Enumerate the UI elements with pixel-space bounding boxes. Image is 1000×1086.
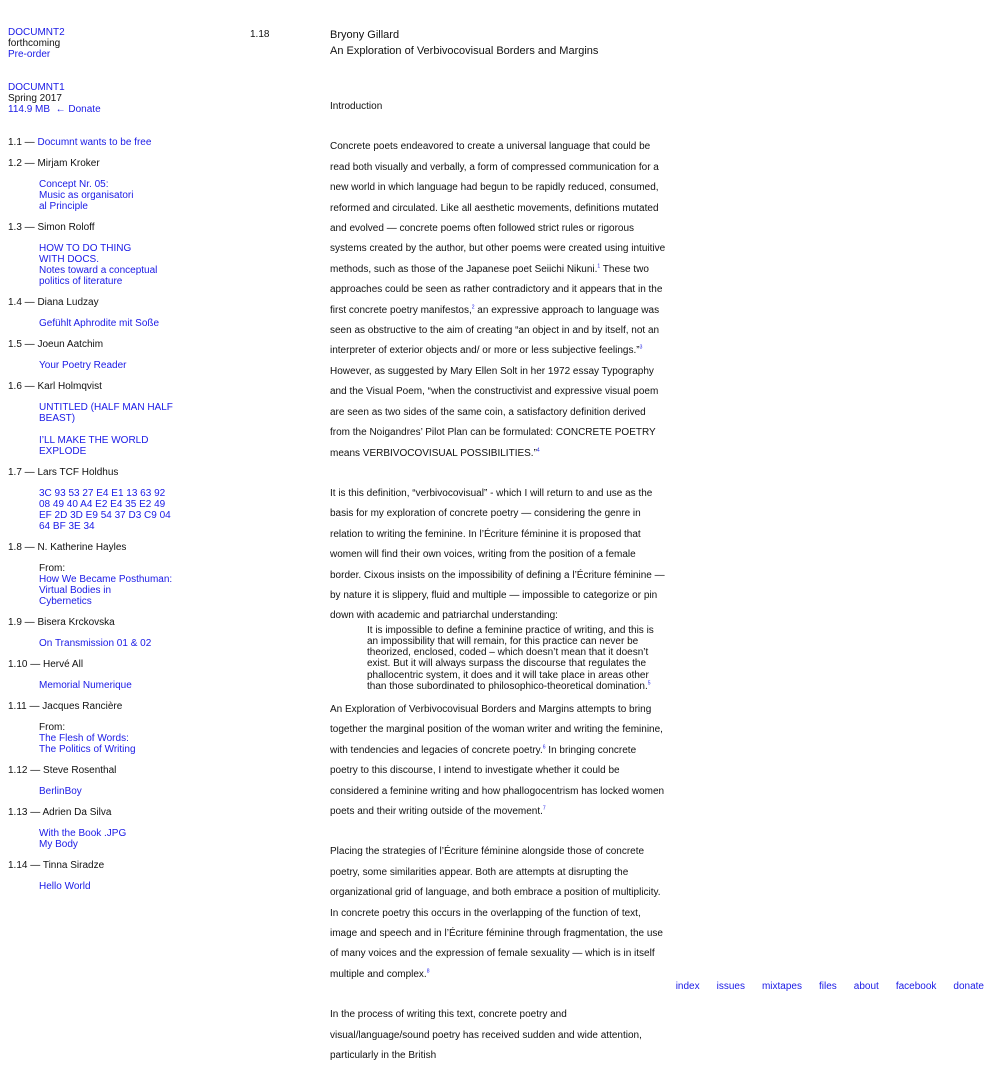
entry-work-link[interactable]: Concept Nr. 05: [39,179,109,190]
entry-works [39,828,208,850]
entry-author: 1.3 — Simon Roloff [8,222,95,233]
entry-work-link[interactable]: On Transmission 01 & 02 [39,638,152,649]
entry-work-link[interactable]: WITH DOCS. [39,254,99,265]
entry-work-link[interactable]: My Body [39,839,78,850]
paragraph: In the process of writing this text, concrete poetry and visual/language/sound poetry has received sudden and wide attention, particularly in the British [330,1009,642,1062]
contents-entry [8,339,208,371]
entry-work-link[interactable]: Hello World [39,881,91,892]
issue-status: forthcoming [8,38,61,49]
entry-works [39,243,208,287]
contents-entry [8,807,208,850]
contents-entry [8,467,208,532]
article-title: An Exploration of Verbivocovisual Borders and Margins [330,45,599,57]
entry-work-link[interactable]: BerlinBoy [39,786,82,797]
nav-link-mixtapes[interactable]: mixtapes [761,981,802,992]
entry-works [39,786,208,797]
paragraph: Concrete poets endeavored to create a universal language that could be read both visually and verbally, a form of compressed communication for a new world in which language had begun to be rapidly reduced, consumed, reformed and circulated. Like all aesthetic movements, definitions mutated and evolved — concrete poems often followed strict rules or rigorous systems created by the author, but other poems were created using intuitive methods, such as those of the Japanese poet Seiichi Nikuni.$^1$ These two approaches could be seen as rather contradictory and it appears that in the first concrete poetry manifestos,$^2$ an expressive approach to language was seen as obstructive to the aim of creating “an object in and by itself, not an interpreter of exterior objects and/ or more or less subjective feelings.”$^3$ However, as suggested by Mary Ellen Solt in her 1972 essay Typography and the Visual Poem, “when the constructivist and expressive visual poem are seen as two sides of the same coin, a satisfactory definition derived from the Noigandres’ Pilot Plan can be formulated: CONCRETE POETRY means VERBIVOCOVISUAL POSSIBILITIES.”$^4$ [330,141,666,459]
entry-link[interactable]: Documnt wants to be free [37,137,152,148]
entry-work-link[interactable]: BEAST) [39,413,76,424]
entry-work-link[interactable]: UNTITLED (HALF MAN HALF [39,402,173,413]
entry-work-link[interactable]: politics of literature [39,276,123,287]
nav-link-index[interactable]: index [675,981,700,992]
paragraph: Placing the strategies of l’Écriture féminine alongside those of concrete poetry, some similarities appear. Both are attempts at disrupting the organizational grid of language, and both embrace a position of multiplicity. In concrete poetry this occurs in the overlapping of the function of text, image and speech and in l’Écriture féminine through fragmentation, the use of many voices and the expression of female sexuality — which is in itself multiple and complex.$^8$ [330,846,663,980]
nav-link-issues[interactable]: issues [716,981,745,992]
entry-author: 1.11 — Jacques Rancière [8,701,123,712]
entry-works [39,680,208,691]
entry-work-link[interactable]: I’LL MAKE THE WORLD [39,435,149,446]
entry-work-link[interactable]: Virtual Bodies in [39,585,112,596]
issue-documnt2 [8,27,208,60]
entry-author: 1.14 — Tinna Siradze [8,860,105,871]
nav-link-donate[interactable]: donate [953,981,984,992]
entry-author: 1.4 — Diana Ludzay [8,297,99,308]
entry-author: 1.5 — Joeun Aatchim [8,339,104,350]
entry-works [39,881,208,892]
issue-title-link[interactable]: DOCUMNT1 [8,82,65,93]
issue-status: Spring 2017 [8,93,62,104]
nav-link-files[interactable]: files [818,981,837,992]
entry-work-link[interactable]: Memorial Numerique [39,680,132,691]
preorder-link[interactable]: Pre-order [8,49,51,60]
entry-author: 1.12 — Steve Rosenthal [8,765,117,776]
issue-documnt1 [8,82,208,115]
paragraph: It is this definition, “verbivocovisual” - which I will return to and use as the basis for my exploration of concrete poetry — considering the genre in relation to writing the feminine. In l’Écriture féminine it is proposed that women will find their own voices, writing from the position of a female border. Cixous insists on the impossibility of defining a l’Écriture féminine — by nature it is slippery, fluid and multiple — impossible to categorize or pin down with academic and patriarchal understanding: [330,487,665,622]
entry-works [39,563,208,607]
contents-entry [8,542,208,607]
entry-work-link[interactable]: Music as organisatori [39,190,134,201]
contents-entry [8,701,208,755]
footer-nav [659,981,984,992]
contents-entry [8,659,208,691]
entry-work-link[interactable]: 64 BF 3E 34 [39,521,95,532]
entry-work-link[interactable]: Notes toward a conceptual [39,265,158,276]
footnote-ref[interactable]: 5 [647,680,651,687]
footnote-ref[interactable]: 1 [597,263,601,270]
contents-entry [8,860,208,892]
entry-work-link[interactable]: 3C 93 53 27 E4 E1 13 63 92 [39,488,166,499]
entry-author: 1.2 — Mirjam Kroker [8,158,100,169]
entry-work-link[interactable]: How We Became Posthuman: [39,574,173,585]
entry-works [39,360,208,371]
entry-work-link[interactable]: Your Poetry Reader [39,360,127,371]
entry-number: 1.18 [250,29,270,40]
entry-work-link[interactable]: EF 2D 3D E9 54 37 D3 C9 04 [39,510,171,521]
entry-author: 1.13 — Adrien Da Silva [8,807,112,818]
footnote-ref[interactable]: 8 [426,968,430,975]
footnote-ref[interactable]: 3 [639,345,643,352]
footnote-ref[interactable]: 2 [471,304,475,311]
contents-entry [8,137,208,148]
entry-work-link[interactable]: The Politics of Writing [39,744,136,755]
entry-works [39,179,208,212]
article-author: Bryony Gillard [330,29,400,41]
entry-work-link[interactable]: EXPLODE [39,446,87,457]
entry-works [39,722,208,755]
entry-work-link[interactable]: The Flesh of Words: [39,733,129,744]
entry-work-link[interactable]: HOW TO DO THING [39,243,132,254]
paragraph: An Exploration of Verbivocovisual Borders and Margins attempts to bring together the marginal position of the woman writer and writing the feminine, with tendencies and legacies of concrete poetry.$^6$ In bringing concrete poetry to this discourse, I intend to investigate whether it could be considered a feminine writing and how phallogocentrism has locked women poets and their writing outside of the movement.$^7$ [330,703,665,817]
download-link[interactable]: 114.9 MB [8,104,51,115]
footnote-ref[interactable]: 7 [542,805,546,812]
contents-entry [8,297,208,329]
entry-author: 1.6 — Karl Holmqvist [8,381,102,392]
entry-from-label: From: [39,563,66,574]
entry-author: 1.7 — Lars TCF Holdhus [8,467,119,478]
entry-work-link[interactable]: Gefühlt Aphrodite mit Soße [39,318,160,329]
entry-works [39,318,208,329]
contents-list [8,137,208,892]
section-heading: Introduction [330,101,383,112]
nav-link-about[interactable]: about [853,981,879,992]
entry-number: 1.1 — [8,137,38,148]
block-quote: It is impossible to define a feminine practice of writing, and this is an impossibility that will remain, for this practice can never be theorized, enclosed, coded – which doesn’t mean that it doesn’t exist. But it will always surpass the discourse that regulates the phallocentric system, it does and it will take place in areas other than those subordinated to philosophico-theoretical domination.$^5$ [367,624,654,692]
contents-entry [8,617,208,649]
contents-entry [8,381,208,457]
contents-entry [8,765,208,797]
entry-work-link[interactable]: al Principle [39,201,88,212]
footnote-ref[interactable]: 6 [542,744,546,751]
issue-title-link[interactable]: DOCUMNT2 [8,27,65,38]
footnote-ref[interactable]: 4 [536,447,540,454]
nav-link-facebook[interactable]: facebook [895,981,937,992]
article-header [330,27,598,59]
entry-work-link[interactable]: 08 49 40 A4 E2 E4 35 E2 49 [39,499,166,510]
entry-works [39,402,208,457]
donate-link[interactable]: ← Donate [55,104,101,115]
sidebar [8,27,208,902]
entry-works [39,488,208,532]
article-body [330,97,666,1086]
entry-works [39,638,208,649]
entry-author: 1.8 — N. Katherine Hayles [8,542,127,553]
contents-entry [8,222,208,287]
contents-entry [8,158,208,212]
entry-author: 1.10 — Hervé All [8,659,84,670]
entry-author: 1.9 — Bisera Krckovska [8,617,115,628]
entry-work-link[interactable]: Cybernetics [39,596,92,607]
entry-from-label: From: [39,722,66,733]
entry-work-link[interactable]: With the Book .JPG [39,828,127,839]
